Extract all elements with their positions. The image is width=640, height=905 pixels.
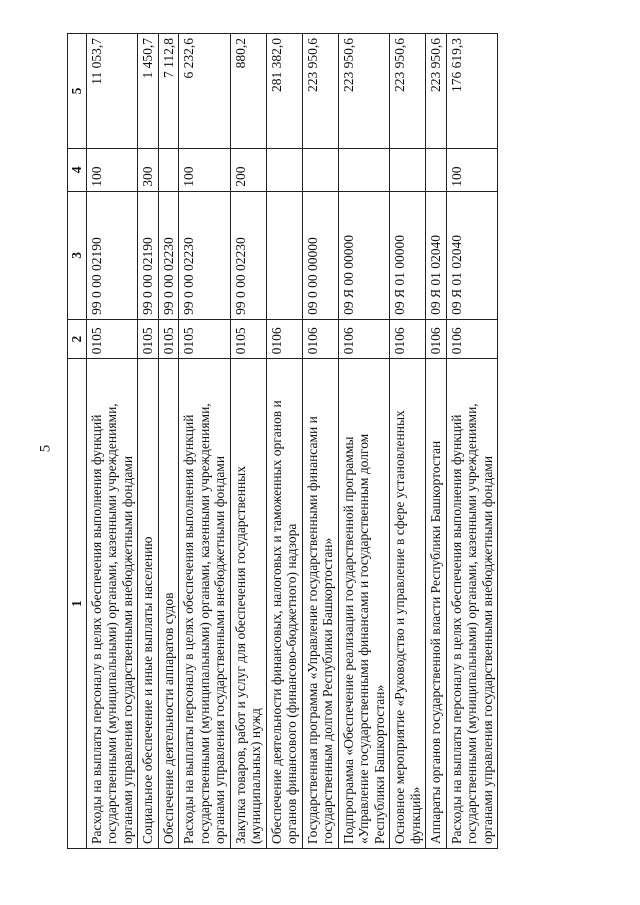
row-name: Расходы на выплаты персоналу в целях обеспечения выполнения функций государственными (муниципальными) органами, казенными учреждениями, органами управления государственными внебюджетными фондами (446, 359, 498, 849)
row-amount: 6 232,6 (179, 34, 231, 149)
row-amount: 880,2 (230, 34, 266, 149)
row-expense-type: 100 (446, 149, 498, 192)
row-amount: 1 450,7 (138, 34, 159, 149)
row-section-code: 0105 (138, 319, 159, 358)
rotated-table-container (67, 33, 609, 849)
row-target-code: 09 Я 01 00000 (390, 191, 426, 319)
table-row (302, 34, 338, 849)
row-amount: 223 950,6 (426, 34, 447, 149)
row-name: Расходы на выплаты персоналу в целях обеспечения выполнения функций государственными (муниципальными) органами, казенными учреждениями, органами управления государственными внебюджетными фондами (86, 359, 138, 849)
row-target-code: 09 0 00 00000 (302, 191, 338, 319)
budget-table (67, 33, 498, 849)
row-name: Расходы на выплаты персоналу в целях обеспечения выполнения функций государственными (муниципальными) органами, казенными учреждениями, органами управления государственными внебюджетными фондами (179, 359, 231, 849)
row-amount: 223 950,6 (338, 34, 390, 149)
header-col-4: 4 (68, 149, 87, 192)
header-col-2: 2 (68, 319, 87, 358)
table-row (266, 34, 302, 849)
table-row (338, 34, 390, 849)
row-name: Подпрограмма «Обеспечение реализации государственной программы «Управление государственными финансами и государственным долгом Республики Башкортостан» (338, 359, 390, 849)
row-section-code: 0106 (338, 319, 390, 358)
row-section-code: 0105 (158, 319, 179, 358)
header-col-1: 1 (68, 359, 87, 849)
header-col-5: 5 (68, 34, 87, 149)
row-section-code: 0105 (86, 319, 138, 358)
row-target-code: 99 0 00 02190 (138, 191, 159, 319)
header-row (68, 34, 87, 849)
row-target-code: 99 0 00 02230 (179, 191, 231, 319)
row-target-code: 09 Я 00 00000 (338, 191, 390, 319)
row-target-code: 09 Я 01 02040 (446, 191, 498, 319)
row-section-code: 0106 (266, 319, 302, 358)
row-expense-type: 100 (179, 149, 231, 192)
table-row (230, 34, 266, 849)
row-amount: 7 112,8 (158, 34, 179, 149)
row-amount: 176 619,3 (446, 34, 498, 149)
row-section-code: 0106 (302, 319, 338, 358)
row-amount: 223 950,6 (302, 34, 338, 149)
row-name: Закупка товаров, работ и услуг для обеспечения государственных (муниципальных) нужд (230, 359, 266, 849)
row-name: Обеспечение деятельности аппаратов судов (158, 359, 179, 849)
table-row (138, 34, 159, 849)
row-amount: 223 950,6 (390, 34, 426, 149)
row-target-code: 99 0 00 02190 (86, 191, 138, 319)
row-amount: 281 382,0 (266, 34, 302, 149)
row-section-code: 0106 (426, 319, 447, 358)
table-row (179, 34, 231, 849)
table-row (390, 34, 426, 849)
row-target-code: 99 0 00 02230 (230, 191, 266, 319)
table-row (426, 34, 447, 849)
page-number: 5 (37, 444, 54, 453)
row-expense-type (390, 149, 426, 192)
row-expense-type (426, 149, 447, 192)
row-section-code: 0105 (230, 319, 266, 358)
row-target-code: 99 0 00 02230 (158, 191, 179, 319)
row-section-code: 0106 (446, 319, 498, 358)
row-target-code (266, 191, 302, 319)
row-name: Основное мероприятие «Руководство и управление в сфере установленных функций» (390, 359, 426, 849)
row-expense-type (158, 149, 179, 192)
row-expense-type: 100 (86, 149, 138, 192)
row-target-code: 09 Я 01 02040 (426, 191, 447, 319)
row-amount: 11 053,7 (86, 34, 138, 149)
row-name: Обеспечение деятельности финансовых, налоговых и таможенных органов и органов финансового (финансово-бюджетного) надзора (266, 359, 302, 849)
table-row (158, 34, 179, 849)
table-row (86, 34, 138, 849)
row-expense-type (266, 149, 302, 192)
row-name: Социальное обеспечение и иные выплаты населению (138, 359, 159, 849)
row-section-code: 0106 (390, 319, 426, 358)
row-expense-type (338, 149, 390, 192)
row-name: Государственная программа «Управление государственными финансами и государственным долгом Республики Башкортостан» (302, 359, 338, 849)
header-col-3: 3 (68, 191, 87, 319)
row-section-code: 0105 (179, 319, 231, 358)
table-row (446, 34, 498, 849)
row-expense-type (302, 149, 338, 192)
row-expense-type: 300 (138, 149, 159, 192)
row-expense-type: 200 (230, 149, 266, 192)
row-name: Аппараты органов государственной власти Республики Башкортостан (426, 359, 447, 849)
